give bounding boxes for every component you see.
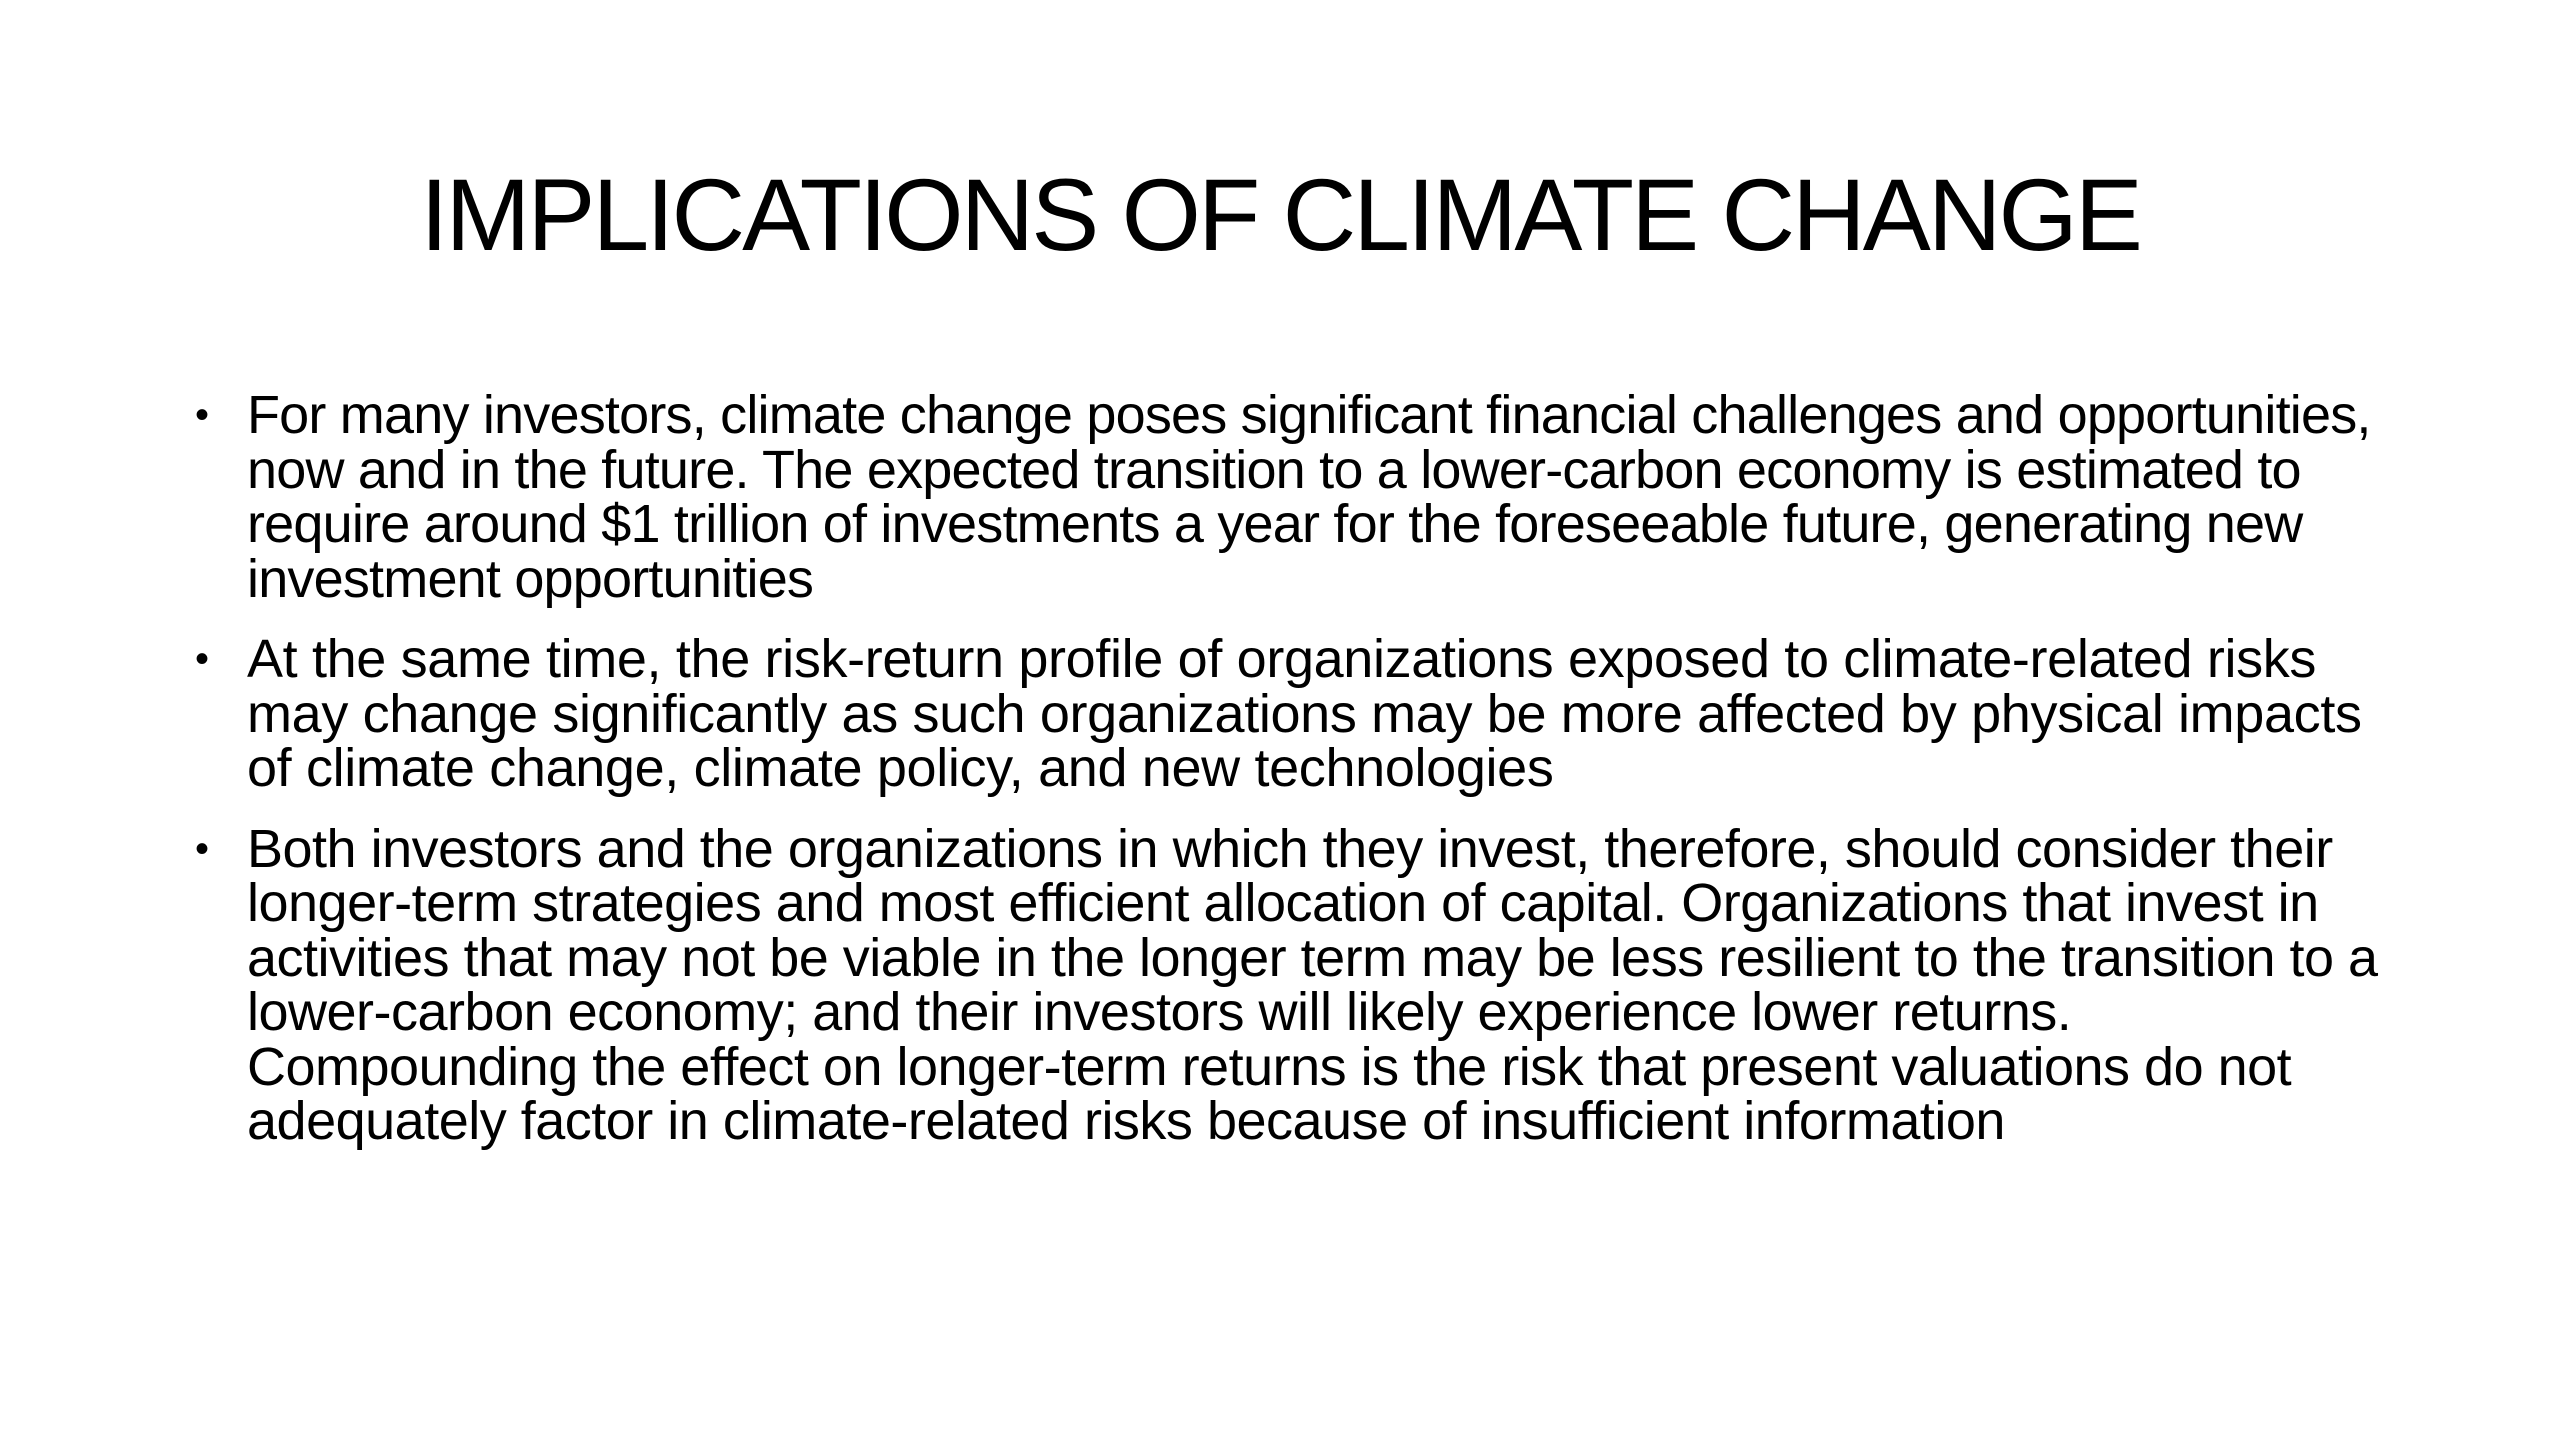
slide-title: IMPLICATIONS OF CLIMATE CHANGE	[420, 158, 2140, 272]
bullet-item	[195, 818, 2395, 1151]
bullet-text: At the same time, the risk-return profile of organizations exposed to climate-related risks may change significantly as such organizations may be more affected by physical impacts of climate change, climate policy, and new technologies	[247, 629, 2362, 798]
bullet-list	[195, 385, 2395, 1175]
bullet-dot-icon: •	[195, 826, 209, 871]
bullet-dot-icon: •	[195, 637, 209, 681]
bullet-text: For many investors, climate change poses significant financial challenges and opportunities, now and in the future. The expected transition to a lower-carbon economy is estimated to require around $1 trillion of investments a year for the foreseeable future, generating new investment opportunities	[247, 385, 2371, 609]
bullet-item	[195, 629, 2395, 798]
bullet-text: Both investors and the organizations in which they invest, therefore, should consider their longer-term strategies and most efficient allocation of capital. Organizations that invest in activities that may not be viable in the longer term may be less resilient to the transition to a lower-carbon economy; and their investors will likely experience lower returns. Compounding the effect on longer-term returns is the risk that present valuations do not adequately factor in climate-related risks because of insufficient information	[247, 818, 2378, 1151]
bullet-item	[195, 385, 2395, 609]
bullet-dot-icon: •	[195, 393, 209, 437]
